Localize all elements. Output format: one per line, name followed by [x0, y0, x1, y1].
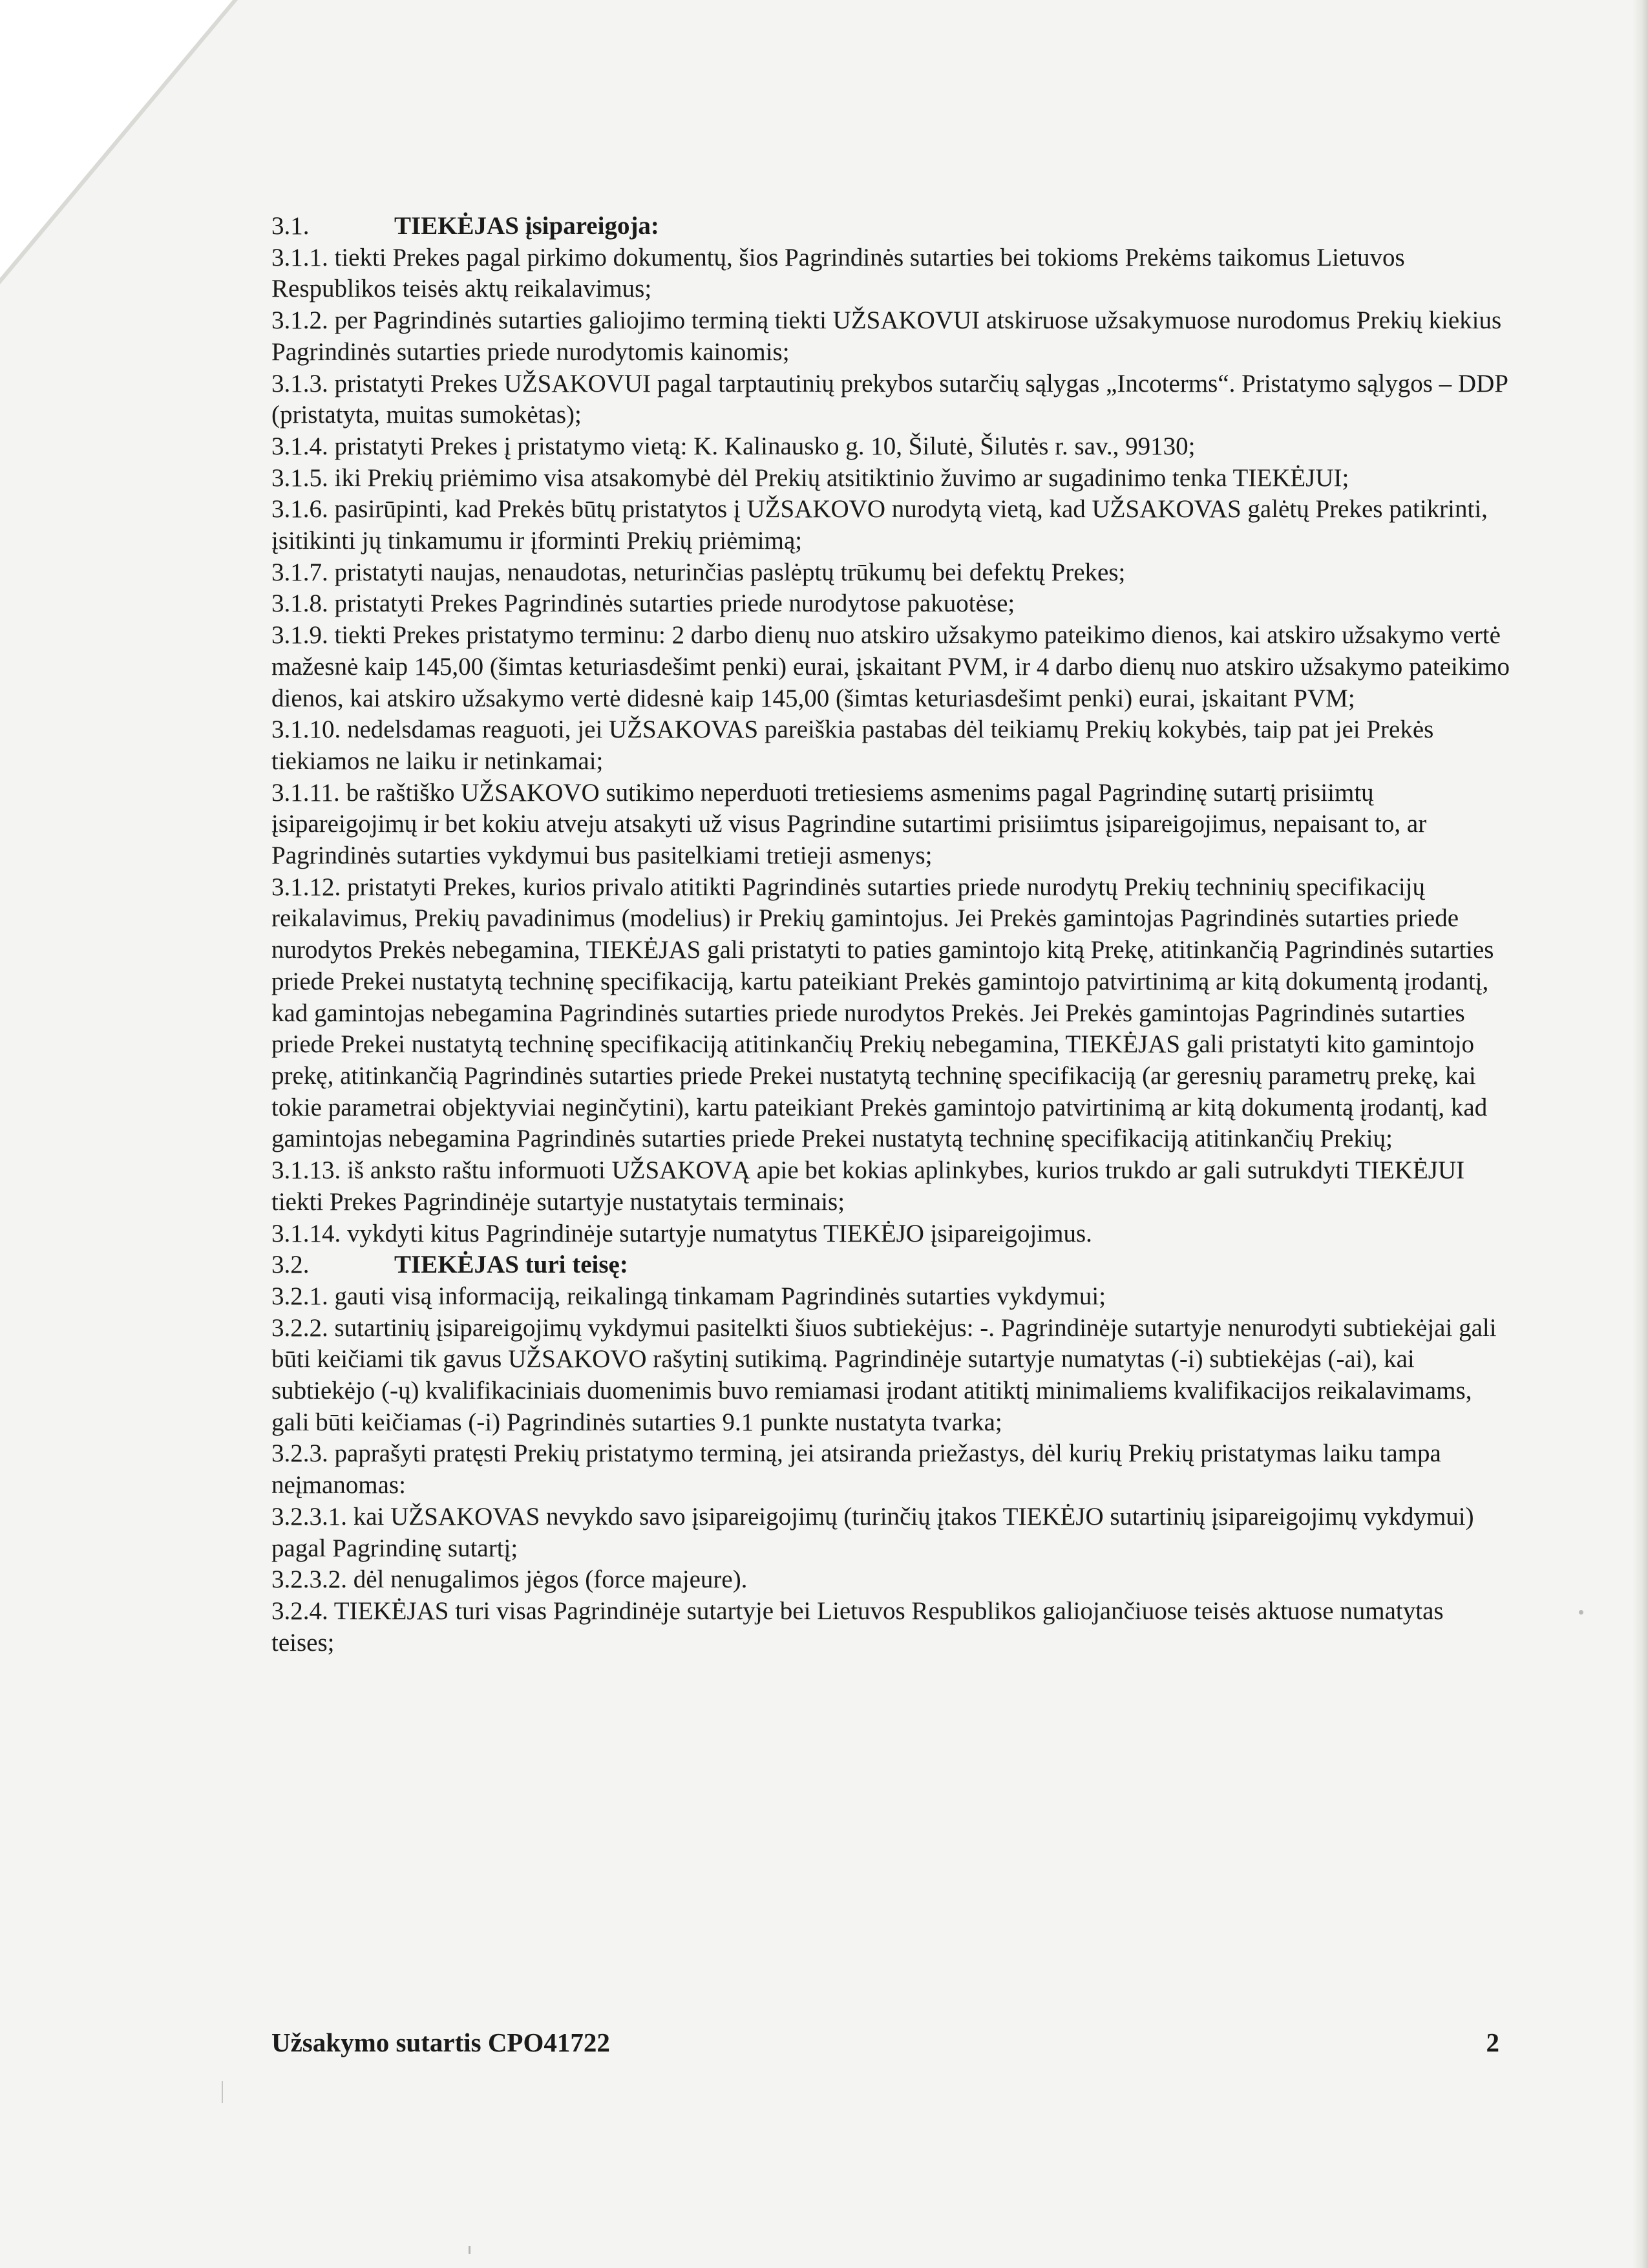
footer-document-title: Užsakymo sutartis CPO41722: [271, 2028, 610, 2057]
clause-number: 3.1.10.: [271, 715, 341, 744]
section-number: 3.1.: [271, 212, 310, 240]
section-number: 3.2.: [271, 1251, 310, 1279]
clause-item: [271, 620, 1512, 714]
clause-text: sutartinių įsipareigojimų vykdymui pasitelkti šiuos subtiekėjus: -. Pagrindinėje sutartyje nenurodyti subtiekėjai gali būti keičiami tik gavus UŽSAKOVO rašytinį sutikimą. Pagrindinėje sutartyje numatytas (-i) subtiekėjas (-ai), kai subtiekėjo (-ų) kvalifikaciniais duomenimis buvo remiamasi įrodant atitiktį minimaliems kvalifikacijos reikalavimams, gali būti keičiamas (-i) Pagrindinės sutarties 9.1 punkte nustatyta tvarka;: [271, 1313, 1497, 1436]
clause-text: pristatyti Prekes UŽSAKOVUI pagal tarptautinių prekybos sutarčių sąlygas „Incoterms“. Pristatymo sąlygos – DDP (pristatyta, muitas sumokėtas);: [271, 369, 1508, 429]
clause-number: 3.2.2.: [271, 1313, 328, 1342]
clause-text: pristatyti Prekes, kurios privalo atitikti Pagrindinės sutarties priede nurodytų Prekių techninių specifikacijų reikalavimus, Prekių pavadinimus (modelius) ir Prekių gamintojus. Jei Prekės gamintojas Pagrindinės sutarties priede nurodytos Prekės nebegamina, TIEKĖJAS gali pristatyti to paties gamintojo kitą Prekę, atitinkančią Pagrindinės sutarties priede Prekei nustatytą techninę specifikaciją, kartu pateikiant Prekės gamintojo patvirtinimą ar kitą dokumentą įrodantį, kad gamintojas nebegamina Pagrindinės sutarties priede nurodytos Prekės. Jei Prekės gamintojas Pagrindinės sutarties priede Prekei nustatytą techninę specifikaciją atitinkančių Prekių nebegamina, TIEKĖJAS gali pristatyti kito gamintojo prekę, atitinkančią Pagrindinės sutarties priede Prekei nustatytą techninę specifikaciją (ar geresnių parametrų prekę, kai tokie parametrai objektyviai neginčytini), kartu pateikiant Prekės gamintojo patvirtinimą ar kitą dokumentą įrodantį, kad gamintojas nebegamina Pagrindinės sutarties priede Prekei nustatytą techninę specifikaciją atitinkančių Prekių;: [271, 873, 1494, 1153]
clause-text: iš anksto raštu informuoti UŽSAKOVĄ apie bet kokias aplinkybes, kurios trukdo ar gali sutrukdyti TIEKĖJUI tiekti Prekes Pagrindinėje sutartyje nustatytais terminais;: [271, 1156, 1465, 1216]
clause-item: [271, 1313, 1512, 1439]
section-title: TIEKĖJAS turi teisę:: [394, 1251, 628, 1279]
clause-text: vykdyti kitus Pagrindinėje sutartyje numatytus TIEKĖJO įsipareigojimus.: [347, 1219, 1092, 1247]
clause-item: [271, 588, 1512, 620]
clause-item: [271, 557, 1512, 589]
clause-text: pasirūpinti, kad Prekės būtų pristatytos į UŽSAKOVO nurodytą vietą, kad UŽSAKOVAS galėtų Prekes patikrinti, įsitikinti jų tinkamumu ir įforminti Prekių priėmimą;: [271, 495, 1488, 555]
clause-number: 3.1.6.: [271, 495, 328, 524]
clause-item: [271, 1218, 1512, 1250]
clause-item: [271, 1281, 1512, 1313]
clause-number: 3.2.3.: [271, 1439, 328, 1468]
clause-text: pristatyti Prekes Pagrindinės sutarties priede nurodytose pakuotėse;: [334, 589, 1015, 618]
document-body: [271, 211, 1512, 1659]
section-title: TIEKĖJAS įsipareigoja:: [394, 212, 659, 240]
clause-item: [271, 1596, 1512, 1659]
clause-item: [271, 494, 1512, 556]
clause-item: [271, 872, 1512, 1155]
clause-number: 3.1.4.: [271, 432, 328, 460]
clause-number: 3.1.2.: [271, 306, 328, 335]
clause-text: kai UŽSAKOVAS nevykdo savo įsipareigojimų (turinčių įtakos TIEKĖJO sutartinių įsipareigojimų vykdymui) pagal Pagrindinę sutartį;: [271, 1502, 1474, 1562]
clause-number: 3.1.9.: [271, 621, 328, 650]
clause-item: [271, 305, 1512, 368]
clause-item: [271, 1438, 1512, 1501]
clause-text: TIEKĖJAS turi visas Pagrindinėje sutartyje bei Lietuvos Respublikos galiojančiuose teisės aktuose numatytas teises;: [271, 1596, 1444, 1657]
clause-text: iki Prekių priėmimo visa atsakomybė dėl Prekių atsitiktinio žuvimo ar sugadinimo tenka TIEKĖJUI;: [334, 463, 1349, 492]
clause-number: 3.1.11.: [271, 778, 340, 807]
clause-item: [271, 463, 1512, 494]
clause-number: 3.1.3.: [271, 369, 328, 397]
clause-number: 3.2.1.: [271, 1282, 328, 1310]
clause-item: [271, 714, 1512, 777]
clause-text: paprašyti pratęsti Prekių pristatymo terminą, jei atsiranda priežastys, dėl kurių Prekių pristatymas laiku tampa neįmanomas:: [271, 1439, 1441, 1500]
clause-text: be raštiško UŽSAKOVO sutikimo neperduoti tretiesiems asmenims pagal Pagrindinę sutartį prisiimtų įsipareigojimų ir bet kokiu atveju atsakyti už visus Pagrindine sutartimi prisiimtus įsipareigojimus, nepaisant to, ar Pagrindinės sutarties vykdymui bus pasitelkiami tretieji asmenys;: [271, 778, 1427, 870]
clause-text: tiekti Prekes pagal pirkimo dokumentų, šios Pagrindinės sutarties bei tokioms Prekėms taikomus Lietuvos Respublikos teisės aktų reikalavimus;: [271, 243, 1405, 303]
clause-item: [271, 1155, 1512, 1218]
clause-item: [271, 1564, 1512, 1596]
page-number: 2: [1486, 2028, 1499, 2057]
clause-number: 3.2.4.: [271, 1596, 328, 1625]
clause-text: nedelsdamas reaguoti, jei UŽSAKOVAS pareiškia pastabas dėl teikiamų Prekių kokybės, taip pat jei Prekės tiekiamos ne laiku ir netinkamai;: [271, 715, 1434, 775]
clause-number: 3.2.3.1.: [271, 1502, 347, 1531]
clause-number: 3.1.5.: [271, 463, 328, 492]
section-heading: [271, 211, 1512, 242]
clause-item: [271, 431, 1512, 463]
clause-number: 3.1.12.: [271, 873, 341, 901]
clause-item: [271, 242, 1512, 305]
clause-number: 3.1.13.: [271, 1156, 341, 1185]
clause-item: [271, 1501, 1512, 1564]
clause-number: 3.1.8.: [271, 589, 328, 618]
clause-item: [271, 778, 1512, 872]
clause-text: gauti visą informaciją, reikalingą tinkamam Pagrindinės sutarties vykdymui;: [334, 1282, 1106, 1310]
clause-text: pristatyti naujas, nenaudotas, neturinčias paslėptų trūkumų bei defektų Prekes;: [334, 558, 1126, 586]
clause-number: 3.1.14.: [271, 1219, 341, 1247]
clause-text: per Pagrindinės sutarties galiojimo terminą tiekti UŽSAKOVUI atskiruose užsakymuose nurodomus Prekių kiekius Pagrindinės sutarties priede nurodytomis kainomis;: [271, 306, 1502, 366]
clause-number: 3.1.1.: [271, 243, 328, 271]
clause-item: [271, 368, 1512, 431]
clause-number: 3.2.3.2.: [271, 1565, 347, 1594]
section-heading: [271, 1249, 1512, 1281]
clause-text: tiekti Prekes pristatymo terminu: 2 darbo dienų nuo atskiro užsakymo pateikimo dienos, kai atskiro užsakymo vertė mažesnė kaip 145,00 (šimtas keturiasdešimt penki) eurai, įskaitant PVM, ir 4 darbo dienų nuo atskiro užsakymo pateikimo dienos, kai atskiro užsakymo vertė didesnė kaip 145,00 (šimtas keturiasdešimt penki) eurai, įskaitant PVM;: [271, 621, 1510, 712]
clause-text: pristatyti Prekes į pristatymo vietą: K. Kalinausko g. 10, Šilutė, Šilutės r. sav., 99130;: [334, 432, 1196, 460]
clause-text: dėl nenugalimos jėgos (force majeure).: [353, 1565, 748, 1594]
clause-number: 3.1.7.: [271, 558, 328, 586]
